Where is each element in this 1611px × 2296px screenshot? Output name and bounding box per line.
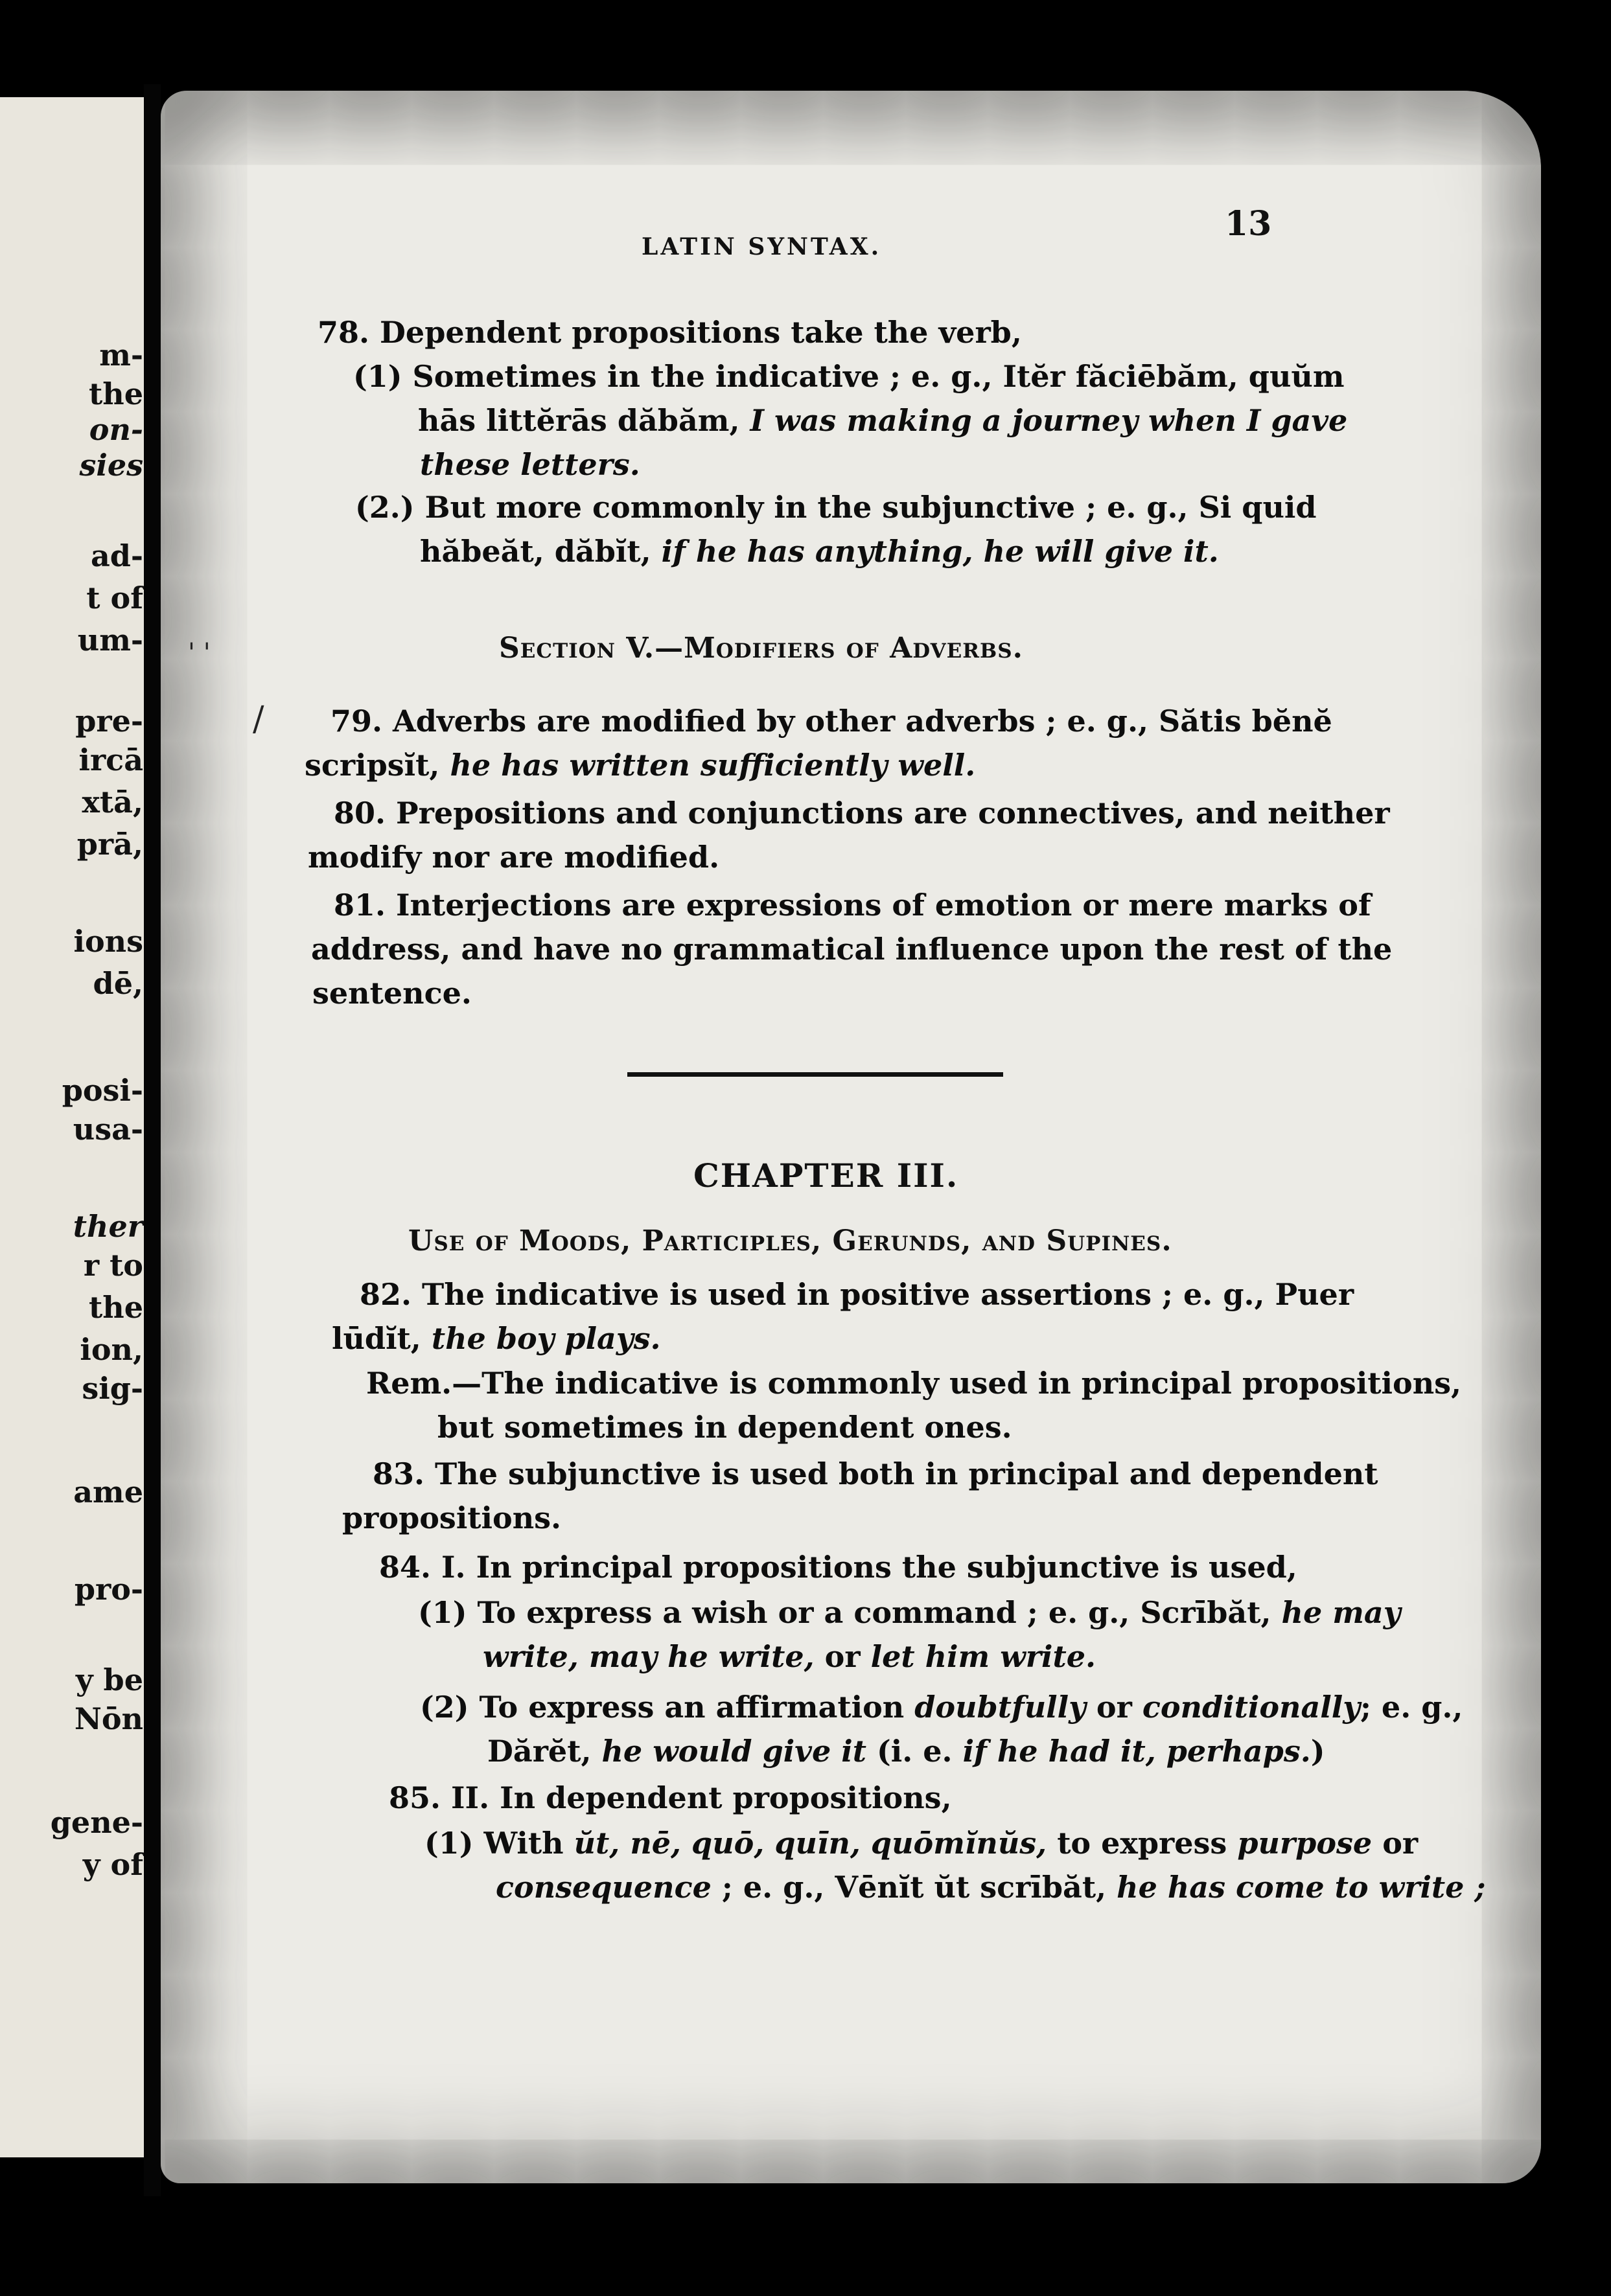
left-fragment-line: gene-: [50, 1805, 143, 1840]
left-fragment-line: pro-: [74, 1572, 143, 1607]
left-fragment-line: pre-: [75, 704, 143, 739]
p82-latin: lūdĭt,: [332, 1321, 421, 1356]
left-fragment-line: posi-: [62, 1073, 143, 1108]
p84-item1-english: he may: [1281, 1595, 1401, 1630]
p85-item1-example: ; e. g., Vēnĭt ŭt scrībăt,: [721, 1870, 1107, 1905]
left-fragment-line: r to: [83, 1248, 143, 1283]
p78-item1-line1: (1) Sometimes in the indicative ; e. g., Itĕr făciēbăm, quŭm: [353, 359, 1345, 394]
p84-item2-close: ): [1310, 1734, 1325, 1769]
scan-speck: ' ': [188, 638, 211, 668]
p78-english: I was making a journey when I gave: [750, 403, 1348, 438]
running-head: LATIN SYNTAX.: [642, 233, 882, 260]
left-fragment-line: sies: [79, 448, 143, 483]
p82-line1: 82. The indicative is used in positive assertions ; e. g., Puer: [360, 1277, 1354, 1312]
left-fragment-line: ther: [73, 1209, 143, 1244]
p85-item1-english: he has come to write ;: [1117, 1870, 1486, 1905]
p85-item1-purpose: purpose: [1237, 1826, 1373, 1861]
p81-line2: address, and have no grammatical influence upon the rest of the: [311, 932, 1393, 967]
p83-line2: propositions.: [342, 1500, 562, 1535]
p78-latin: hās littĕrās dăbăm,: [418, 403, 740, 438]
p84-item1-line1: [418, 1595, 1401, 1630]
p85-item1-line1: [424, 1826, 1419, 1861]
chapter-title: CHAPTER III.: [693, 1156, 959, 1195]
left-fragment-line: ad-: [90, 538, 143, 573]
p84-item2-eg: ; e. g.,: [1360, 1690, 1463, 1725]
p84-item2-english: he would give it: [601, 1734, 866, 1769]
left-fragment-line: ion,: [80, 1332, 143, 1367]
p78-item2-english: if he has anything, he will give it.: [661, 534, 1219, 569]
left-fragment-line: t of: [86, 580, 143, 615]
scan-mark: /: [253, 700, 264, 739]
left-fragment-line: dē,: [93, 966, 143, 1001]
p84-item1-text: (1) To express a wish or a command ; e. g., Scrībăt,: [418, 1595, 1271, 1630]
left-fragment-line: sig-: [82, 1371, 143, 1406]
left-fragment-line: m-: [99, 338, 143, 373]
p85-item1-with: (1) With: [424, 1826, 564, 1861]
p78-item2-latin: hăbeăt, dăbĭt,: [420, 534, 651, 569]
left-fragment-line: ame: [73, 1475, 143, 1510]
p82-remark-line2: but sometimes in dependent ones.: [437, 1410, 1012, 1445]
p84-item1-english3: let him write.: [870, 1639, 1096, 1674]
p84-item2-doubtfully: doubtfully: [914, 1690, 1086, 1725]
left-fragment-line: the: [89, 376, 143, 411]
p78-item1-line3: these letters.: [420, 447, 640, 482]
left-fragment-line: usa-: [73, 1112, 143, 1147]
p84-item2-conditionally: conditionally: [1142, 1690, 1360, 1725]
p84-item1-english2: write, may he write,: [483, 1639, 815, 1674]
p84-item2-text: (2) To express an affirmation: [420, 1690, 905, 1725]
p80-line1: 80. Prepositions and conjunctions are connectives, and neither: [334, 796, 1390, 831]
p83-line1: 83. The subjunctive is used both in principal and dependent: [373, 1456, 1378, 1491]
p78-intro: 78. Dependent propositions take the verb,: [318, 315, 1022, 350]
p85-item1-express: to express: [1057, 1826, 1227, 1861]
left-fragment-line: the: [89, 1290, 143, 1325]
left-fragment-line: on-: [89, 412, 143, 447]
left-page-fragment: [0, 97, 146, 2157]
left-fragment-line: ircā: [78, 742, 143, 777]
p85-item1-conjunctions: ŭt, nē, quō, quīn, quōmĭnŭs,: [574, 1826, 1047, 1861]
p78-item2-line1: (2.) But more commonly in the subjunctive ; e. g., Si quid: [355, 490, 1317, 525]
chapter-subtitle: Use of Moods, Participles, Gerunds, and Supines.: [408, 1224, 1172, 1257]
p84-item2-english2: if he had it, perhaps.: [962, 1734, 1311, 1769]
section-v-heading: Section V.—Modifiers of Adverbs.: [499, 632, 1023, 665]
page-number: 13: [1225, 204, 1272, 244]
p78-item1-line2: [418, 403, 1348, 438]
p82-english: the boy plays.: [431, 1321, 661, 1356]
p79-line1: 79. Adverbs are modified by other adverbs ; e. g., Sătis bĕnĕ: [330, 704, 1332, 739]
p78-item2-line2: [420, 534, 1219, 569]
p84-item1-or: or: [824, 1639, 861, 1674]
p84-intro: 84. I. In principal propositions the subjunctive is used,: [379, 1550, 1297, 1585]
left-fragment-line: y of: [82, 1847, 143, 1882]
p80-line2: modify nor are modified.: [308, 840, 720, 875]
p84-item2-ie: (i. e.: [876, 1734, 953, 1769]
left-fragment-line: ions: [73, 924, 143, 959]
left-fragment-line: prā,: [76, 827, 143, 862]
p85-intro: 85. II. In dependent propositions,: [389, 1780, 952, 1815]
p85-item1-consequence: consequence: [496, 1870, 712, 1905]
left-fragment-line: xtā,: [82, 785, 143, 820]
p84-item2-latin: Dărĕt,: [487, 1734, 592, 1769]
p85-item1-or: or: [1382, 1826, 1419, 1861]
p84-item2-or: or: [1096, 1690, 1132, 1725]
p84-item2-line1: [420, 1690, 1463, 1725]
left-fragment-line: y be: [75, 1662, 143, 1697]
p84-item1-line2: [483, 1639, 1096, 1674]
p82-remark-line1: Rem.—The indicative is commonly used in principal propositions,: [366, 1366, 1462, 1401]
p79-latin: scripsĭt,: [305, 748, 440, 783]
left-fragment-line: um-: [77, 623, 143, 658]
p84-item2-line2: [487, 1734, 1325, 1769]
p81-line1: 81. Interjections are expressions of emotion or mere marks of: [334, 888, 1371, 923]
left-fragment-line: Nōn: [74, 1701, 143, 1736]
p81-line3: sentence.: [312, 976, 472, 1011]
p85-item1-line2: [496, 1870, 1486, 1905]
book-gutter: [144, 84, 161, 2196]
p82-line2: [332, 1321, 661, 1356]
p79-english: he has written sufficiently well.: [450, 748, 976, 783]
chapter-divider-rule: [627, 1072, 1003, 1077]
p79-line2: [305, 748, 976, 783]
